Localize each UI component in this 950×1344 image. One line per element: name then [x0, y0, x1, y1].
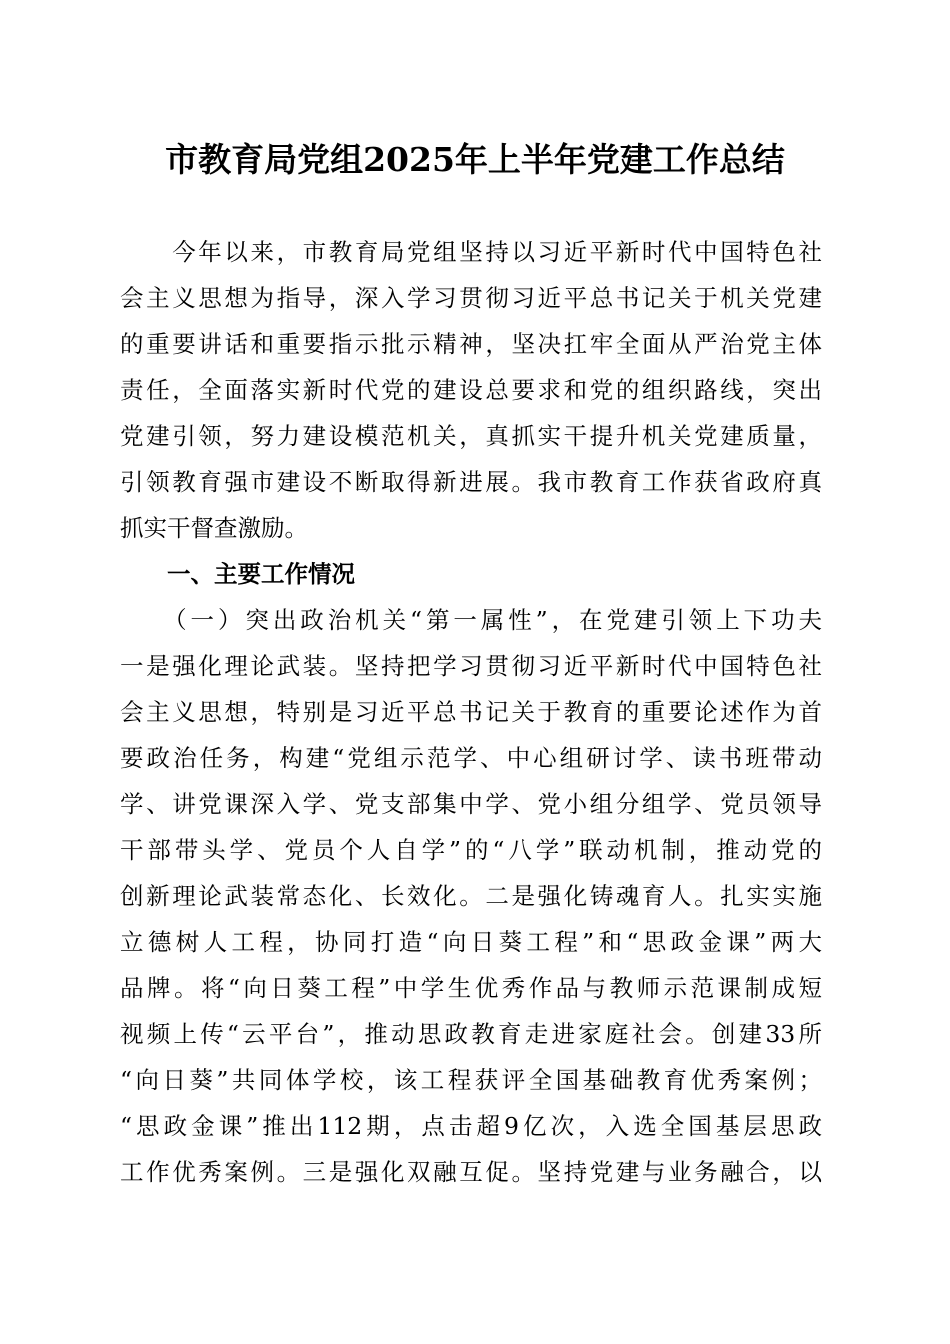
paragraph-line: 会主义思想，特别是习近平总书记关于教育的重要论述作为首	[120, 698, 822, 726]
paragraph-line: 立德树人工程，协同打造“向日葵工程”和“思政金课”两大	[120, 928, 822, 956]
paragraph-line: 要政治任务，构建“党组示范学、中心组研讨学、读书班带动	[120, 744, 822, 772]
paragraph-line: 视频上传“云平台”，推动思政教育走进家庭社会。创建33所	[120, 1020, 822, 1048]
paragraph-line: “向日葵”共同体学校，该工程获评全国基础教育优秀案例；	[120, 1066, 822, 1094]
paragraph-line: 引领教育强市建设不断取得新进展。我市教育工作获省政府真	[120, 468, 822, 496]
paragraph-line: 会主义思想为指导，深入学习贯彻习近平总书记关于机关党建	[120, 284, 822, 312]
subsection-heading: （一）突出政治机关“第一属性”，在党建引领上下功夫	[120, 606, 822, 634]
paragraph-line: 工作优秀案例。三是强化双融互促。坚持党建与业务融合，以	[120, 1158, 822, 1186]
paragraph-line: 学、讲党课深入学、党支部集中学、党小组分组学、党员领导	[120, 790, 822, 818]
paragraph-line: 干部带头学、党员个人自学”的“八学”联动机制，推动党的	[120, 836, 822, 864]
paragraph-line: 创新理论武装常态化、长效化。二是强化铸魂育人。扎实实施	[120, 882, 822, 910]
paragraph-line: 今年以来，市教育局党组坚持以习近平新时代中国特色社	[120, 238, 822, 266]
paragraph-line: 党建引领，努力建设模范机关，真抓实干提升机关党建质量，	[120, 422, 822, 450]
section-heading: 一、主要工作情况	[120, 560, 355, 588]
paragraph-line: 责任，全面落实新时代党的建设总要求和党的组织路线，突出	[120, 376, 822, 404]
paragraph-line: 一是强化理论武装。坚持把学习贯彻习近平新时代中国特色社	[120, 652, 822, 680]
paragraph-line: “思政金课”推出112期，点击超9亿次，入选全国基层思政	[120, 1112, 822, 1140]
document-title: 市教育局党组2025年上半年党建工作总结	[165, 140, 785, 179]
paragraph-line: 的重要讲话和重要指示批示精神，坚决扛牢全面从严治党主体	[120, 330, 822, 358]
paragraph-line: 抓实干督查激励。	[120, 514, 308, 542]
paragraph-line: 品牌。将“向日葵工程”中学生优秀作品与教师示范课制成短	[120, 974, 822, 1002]
